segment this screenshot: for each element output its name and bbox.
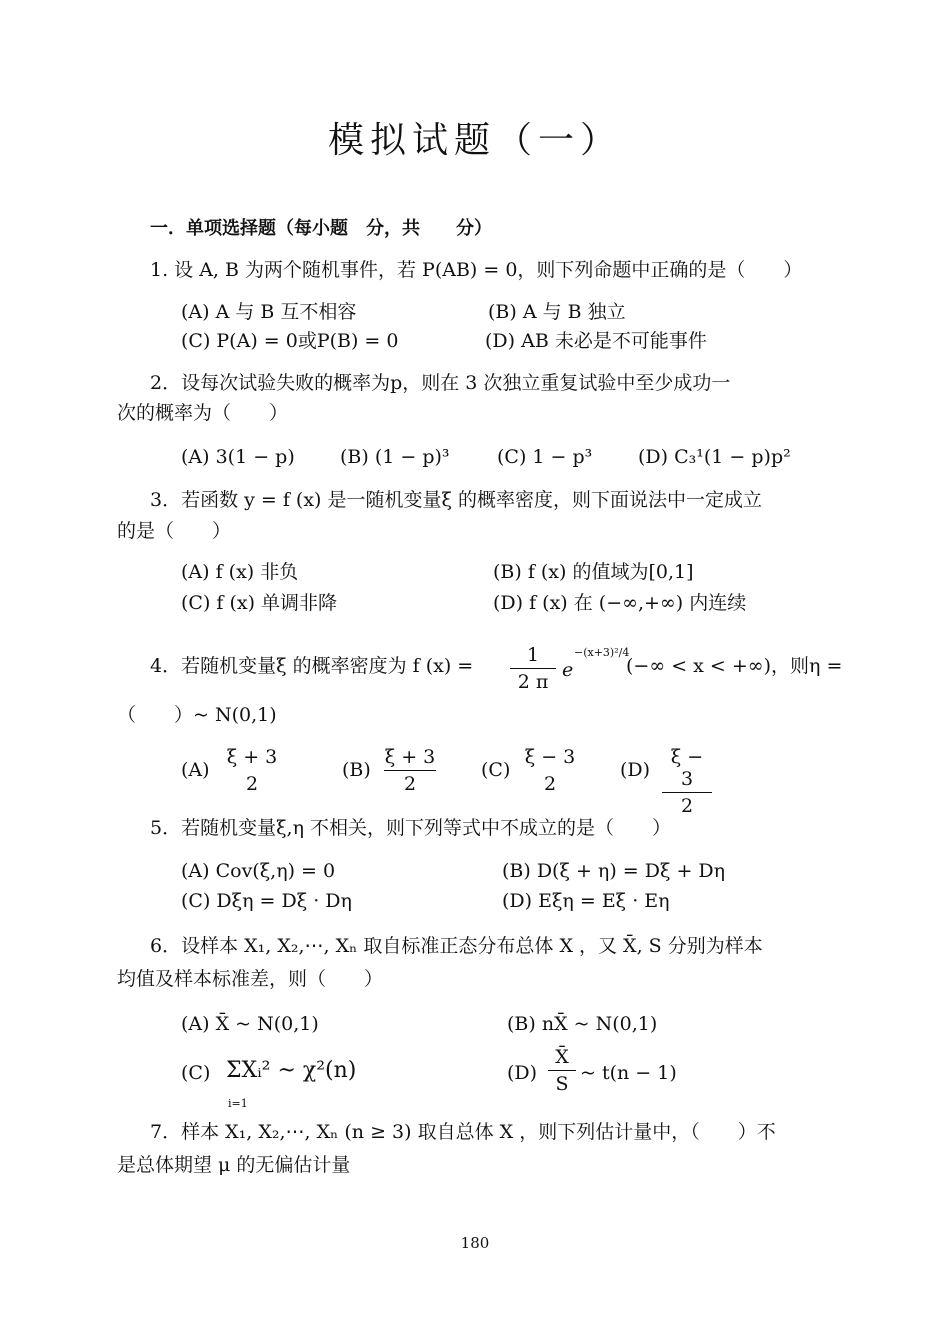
question-6-stem-line2: 均值及样本标准差，则（ ）	[117, 968, 384, 990]
question-2-option-c: (C) 1 − p³	[497, 446, 593, 468]
question-6-option-d-rest: ~ t(n − 1)	[580, 1062, 677, 1084]
fraction-numerator: X̄	[555, 1046, 569, 1068]
question-4-option-c-fraction	[522, 746, 578, 795]
question-4-density-fraction	[510, 644, 556, 693]
question-4-stem-line2: （ ）~ N(0,1)	[117, 704, 277, 726]
question-6-option-b: (B) nX̄ ~ N(0,1)	[507, 1013, 658, 1035]
question-5-option-c: (C) Dξη = Dξ · Dη	[181, 890, 352, 912]
question-1-option-d: (D) AB 未必是不可能事件	[485, 330, 707, 352]
fraction-denominator: 2	[543, 773, 557, 795]
fraction-denominator: 2	[245, 773, 259, 795]
question-1-option-b: (B) A 与 B 独立	[488, 301, 626, 323]
question-3-stem-line2: 的是（ ）	[117, 520, 232, 542]
question-5-option-d: (D) Eξη = Eξ · Eη	[502, 890, 670, 912]
question-5-stem: 5．若随机变量ξ,η 不相关，则下列等式中不成立的是（ ）	[150, 817, 672, 839]
fraction-denominator: S	[555, 1073, 569, 1095]
question-4-option-d-fraction	[662, 746, 712, 817]
question-4-stem-suffix: (−∞ < x < +∞)，则η =	[626, 655, 843, 677]
fraction-bar	[384, 770, 436, 771]
fraction-bar	[522, 770, 578, 771]
question-6-option-d-label: (D)	[507, 1062, 538, 1084]
question-4-option-b-fraction	[384, 746, 436, 795]
question-6-stem-line1: 6．设样本 X₁, X₂,⋯, Xₙ 取自标准正态分布总体 X ，又 X̄, S 分别为样本	[150, 935, 763, 957]
fraction-denominator: 2	[680, 795, 694, 817]
question-2-stem-line1: 2．设每次试验失败的概率为p，则在 3 次独立重复试验中至少成功一	[150, 372, 731, 394]
question-2-option-b: (B) (1 − p)³	[340, 446, 450, 468]
question-5-option-b: (B) D(ξ + η) = Dξ + Dη	[502, 860, 726, 882]
question-3-option-b: (B) f (x) 的值域为[0,1]	[493, 561, 694, 583]
section-heading: 一．单项选择题（每小题 分，共 分）	[150, 218, 492, 239]
question-4-option-a-fraction	[224, 746, 280, 795]
fraction-bar	[662, 792, 712, 793]
question-4-option-b-label: (B)	[342, 759, 371, 781]
question-6-option-c-label: (C)	[181, 1062, 211, 1084]
question-6-option-c-sum-index: i=1	[228, 1097, 248, 1110]
page-number: 180	[460, 1234, 490, 1252]
question-4-option-a-label: (A)	[181, 759, 210, 781]
question-6-option-c-expression: ΣXᵢ² ~ χ²(n)	[226, 1058, 357, 1083]
question-7-stem-line2: 是总体期望 μ 的无偏估计量	[117, 1154, 351, 1176]
question-4-stem-prefix: 4．若随机变量ξ 的概率密度为 f (x) =	[150, 655, 474, 677]
question-3-option-d: (D) f (x) 在 (−∞,+∞) 内连续	[493, 592, 747, 614]
fraction-bar	[548, 1070, 576, 1071]
fraction-numerator: ξ − 3	[670, 746, 704, 790]
fraction-bar	[510, 668, 556, 669]
question-3-option-a: (A) f (x) 非负	[181, 561, 299, 583]
fraction-numerator: 1	[526, 644, 540, 666]
question-6-option-a: (A) X̄ ~ N(0,1)	[181, 1013, 319, 1035]
question-4-option-c-label: (C)	[481, 759, 511, 781]
question-5-option-a: (A) Cov(ξ,η) = 0	[181, 860, 336, 882]
fraction-numerator: ξ + 3	[226, 746, 278, 768]
fraction-numerator: ξ + 3	[384, 746, 436, 768]
question-6-option-d-fraction	[548, 1046, 576, 1095]
question-1-option-c: (C) P(A) = 0或P(B) = 0	[181, 330, 399, 352]
question-4-exponent: −(x+3)²/4	[574, 646, 630, 659]
page-title: 模拟试题（一）	[327, 120, 622, 161]
question-7-stem-line1: 7．样本 X₁, X₂,⋯, Xₙ (n ≥ 3) 取自总体 X ，则下列估计量中，（ ）不	[150, 1121, 776, 1143]
fraction-denominator: 2 π	[517, 671, 549, 693]
question-2-option-d: (D) C₃¹(1 − p)p²	[638, 446, 791, 468]
fraction-denominator: 2	[403, 773, 417, 795]
fraction-numerator: ξ − 3	[524, 746, 576, 768]
question-2-option-a: (A) 3(1 − p)	[181, 446, 295, 468]
question-1-stem: 1. 设 A, B 为两个随机事件，若 P(AB) = 0，则下列命题中正确的是（ ）	[150, 259, 803, 281]
question-4-exp-base	[562, 661, 573, 680]
question-2-stem-line2: 次的概率为（ ）	[117, 402, 289, 424]
question-4-option-d-label: (D)	[620, 759, 651, 781]
question-1-option-a: (A) A 与 B 互不相容	[181, 301, 357, 323]
question-3-option-c: (C) f (x) 单调非降	[181, 592, 338, 614]
question-3-stem-line1: 3．若函数 y = f (x) 是一随机变量ξ 的概率密度，则下面说法中一定成立	[150, 489, 763, 511]
exp-base-e: e	[562, 659, 574, 681]
fraction-bar	[224, 770, 280, 771]
